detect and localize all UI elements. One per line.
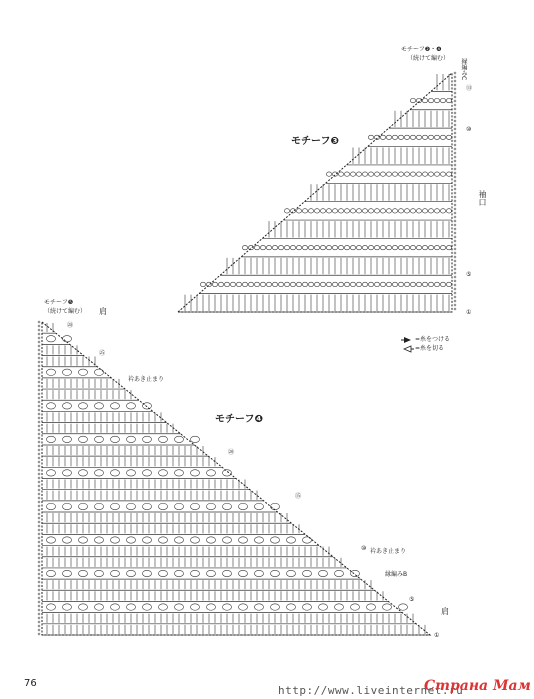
motif-4-row xyxy=(42,503,280,512)
motif-3-title: モチーフ❸ xyxy=(291,136,339,147)
motif-3-side-label: 袖口 xyxy=(478,190,487,206)
motif-4-row xyxy=(42,480,250,490)
motif-3-row xyxy=(304,184,452,201)
shoulder-label-bottom: 肩 xyxy=(441,607,449,616)
motif-3-row-13: ⑬ xyxy=(466,85,473,92)
motif-4-row xyxy=(42,524,305,534)
motif-3-edge-label: 縁編みC xyxy=(460,58,467,81)
motif-4-row-20: ⑳ xyxy=(228,449,235,456)
slit-label-bottom: 衿あき止まり xyxy=(370,548,407,555)
legend-symbols xyxy=(401,337,414,352)
motif-4-row xyxy=(42,604,408,613)
motif-4-row-28: ㉘ xyxy=(67,322,74,329)
motif-3-row xyxy=(347,148,452,165)
motif-3-row xyxy=(262,221,452,238)
motif-4-row xyxy=(42,345,84,355)
motif-3-note-2: （続けて編む） xyxy=(407,55,450,62)
motif-4-row xyxy=(42,403,153,412)
motif-3-row xyxy=(178,295,452,312)
motif-4-row-25: ㉕ xyxy=(99,350,106,357)
motif-4-row xyxy=(42,513,291,523)
motif-4-row-5: ⑤ xyxy=(409,596,415,603)
motif-4-edge-label: 縁編みB xyxy=(385,571,408,578)
motif-4-row-1: ① xyxy=(434,632,440,639)
slit-label-top: 衿あき止まり xyxy=(128,376,165,383)
motif-4-row xyxy=(42,390,139,400)
motif-4-row xyxy=(42,457,222,467)
motif-3-row-1: ① xyxy=(466,309,472,316)
motif-4-row xyxy=(42,336,72,345)
motif-4-row xyxy=(42,580,375,590)
motif-3-row xyxy=(199,282,452,293)
motif-3-row xyxy=(283,209,452,220)
motif-4-title: モチーフ❹ xyxy=(215,414,263,425)
legend-attach-text: =糸をつける xyxy=(415,336,451,343)
motif-4-row xyxy=(42,591,388,601)
shoulder-label-top: 肩 xyxy=(99,307,107,316)
motif-4-row xyxy=(42,547,333,557)
motif-4-row xyxy=(42,412,167,422)
motif-4-row xyxy=(42,470,236,479)
source-url: http://www.liveinternet.ru xyxy=(278,684,464,697)
motif-3-row-10: ⑩ xyxy=(466,126,472,133)
motif-4-row xyxy=(42,558,347,568)
motif-4-note-2: （続けて編む） xyxy=(44,308,87,315)
motif-4-row xyxy=(42,424,181,434)
motif-4-row xyxy=(42,357,97,367)
motif-3-row xyxy=(326,172,452,183)
motif-4-row-10: ⑩ xyxy=(361,545,367,552)
motif-3-row xyxy=(241,245,452,256)
motif-4-row xyxy=(42,537,319,546)
cut-yarn-icon xyxy=(404,346,411,352)
motif-4-row-15: ⑮ xyxy=(295,493,302,500)
motif-4-row xyxy=(42,491,264,501)
motif-4-row xyxy=(42,379,125,389)
motif-4-row xyxy=(42,436,200,445)
motif-3-row-5: ⑤ xyxy=(466,271,472,278)
motif-3-diagram xyxy=(178,72,456,312)
motif-4-row xyxy=(42,369,111,378)
motif-4-row xyxy=(42,625,430,635)
motif-3-row xyxy=(368,135,452,146)
motif-4-note-1: モチーフ❺ xyxy=(44,299,74,306)
watermark: Страна Мам xyxy=(424,678,531,694)
legend-cut-text: =糸を切る xyxy=(415,345,445,352)
page-number: 76 xyxy=(24,678,37,689)
motif-4-row xyxy=(42,446,208,456)
motif-4-diagram xyxy=(38,321,430,635)
motif-3-row xyxy=(220,258,452,275)
motif-4-row xyxy=(42,570,361,579)
motif-3-row xyxy=(389,111,452,128)
motif-4-row xyxy=(42,614,416,624)
attach-yarn-icon xyxy=(404,337,411,343)
motif-3-note-1: モチーフ❷・❹ xyxy=(401,46,442,53)
